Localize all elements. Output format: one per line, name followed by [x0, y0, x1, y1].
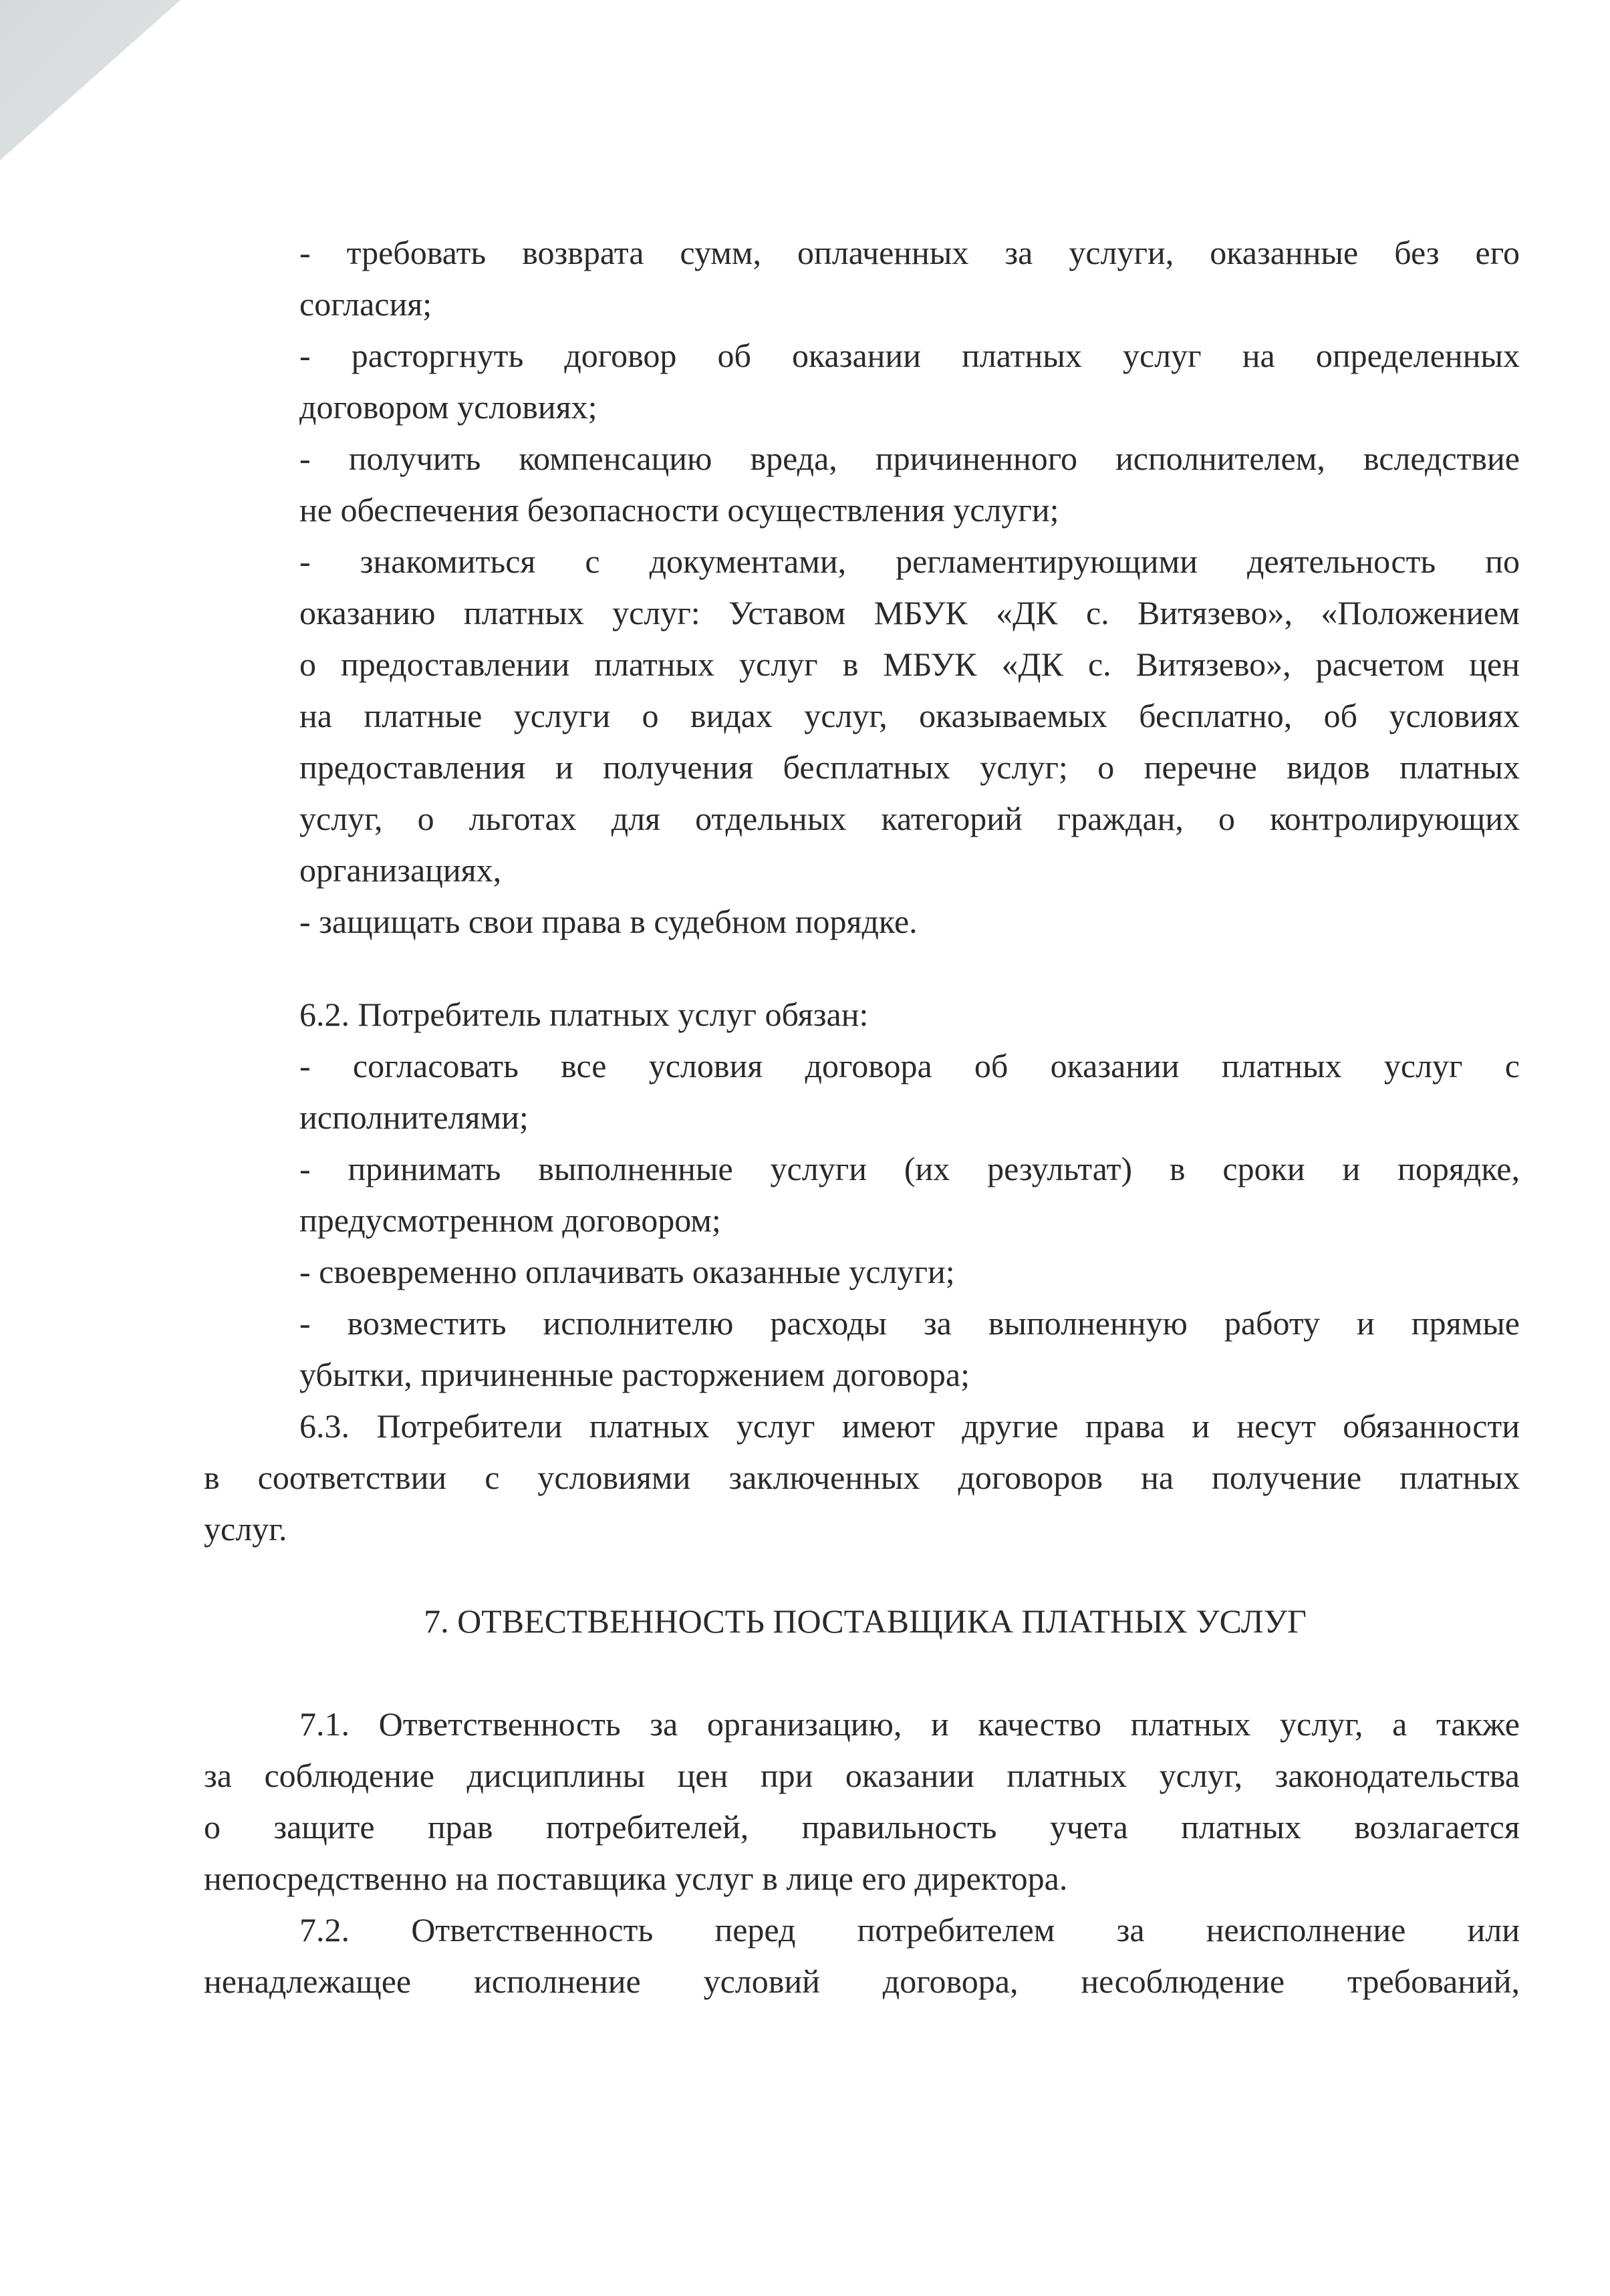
section-6-2-title: 6.2. Потребитель платных услуг обязан: [299, 996, 869, 1033]
paragraph-line: договором условиях; [299, 388, 597, 426]
paragraph-line: - защищать свои права в судебном порядке. [299, 903, 918, 940]
paragraph-line: - расторгнуть договор об оказании платных услуг на определенных [299, 337, 1520, 374]
paragraph-line: услуг, о льготах для отдельных категорий граждан, о контролирующих [299, 800, 1520, 837]
paragraph-line: не обеспечения безопасности осуществления услуги; [299, 491, 1059, 529]
paragraph-line: 7.1. Ответственность за организацию, и качество платных услуг, а также [299, 1705, 1520, 1743]
paragraph-line: - получить компенсацию вреда, причиненного исполнителем, вследствие [299, 440, 1520, 477]
paragraph-line: на платные услуги о видах услуг, оказываемых бесплатно, об условиях [299, 697, 1520, 734]
section-7-heading: 7. ОТВЕСТВЕННОСТЬ ПОСТАВЩИКА ПЛАТНЫХ УСЛУГ [424, 1602, 1307, 1640]
paragraph-line: - знакомиться с документами, регламентирующими деятельность по [299, 543, 1520, 580]
paragraph-line: - своевременно оплачивать оказанные услуги; [299, 1253, 955, 1290]
paragraph-line: о предоставлении платных услуг в МБУК «ДК с. Витязево», расчетом цен [299, 645, 1520, 683]
paragraph-line: организациях, [299, 851, 502, 889]
paragraph-line: 6.3. Потребители платных услуг имеют другие права и несут обязанности [299, 1407, 1520, 1445]
paragraph-line: услуг. [204, 1510, 287, 1548]
paragraph-line: убытки, причиненные расторжением договора; [299, 1356, 970, 1393]
paragraph-line: оказанию платных услуг: Уставом МБУК «ДК с. Витязево», «Положением [299, 594, 1520, 631]
paragraph-line: в соответствии с условиями заключенных договоров на получение платных [204, 1459, 1520, 1496]
paragraph-line: 7.2. Ответственность перед потребителем за неисполнение или [299, 1911, 1520, 1949]
paragraph-line: согласия; [299, 285, 432, 323]
paragraph-line: - согласовать все условия договора об оказании платных услуг с [299, 1047, 1520, 1085]
paragraph-line: предусмотренном договором; [299, 1201, 721, 1239]
paragraph-line: предоставления и получения бесплатных услуг; о перечне видов платных [299, 748, 1520, 786]
paragraph-line: - возместить исполнителю расходы за выполненную работу и прямые [299, 1304, 1520, 1342]
paragraph-line: ненадлежащее исполнение условий договора, несоблюдение требований, [204, 1963, 1520, 2000]
paragraph-line: непосредственно на поставщика услуг в лице его директора. [204, 1860, 1068, 1897]
paragraph-line: за соблюдение дисциплины цен при оказании платных услуг, законодательства [204, 1757, 1520, 1794]
paragraph-line: - принимать выполненные услуги (их результат) в сроки и порядке, [299, 1150, 1520, 1187]
paragraph-line: - требовать возврата сумм, оплаченных за услуги, оказанные без его [299, 234, 1520, 271]
paragraph-line: исполнителями; [299, 1099, 529, 1136]
paragraph-line: о защите прав потребителей, правильность учета платных возлагается [204, 1808, 1520, 1846]
